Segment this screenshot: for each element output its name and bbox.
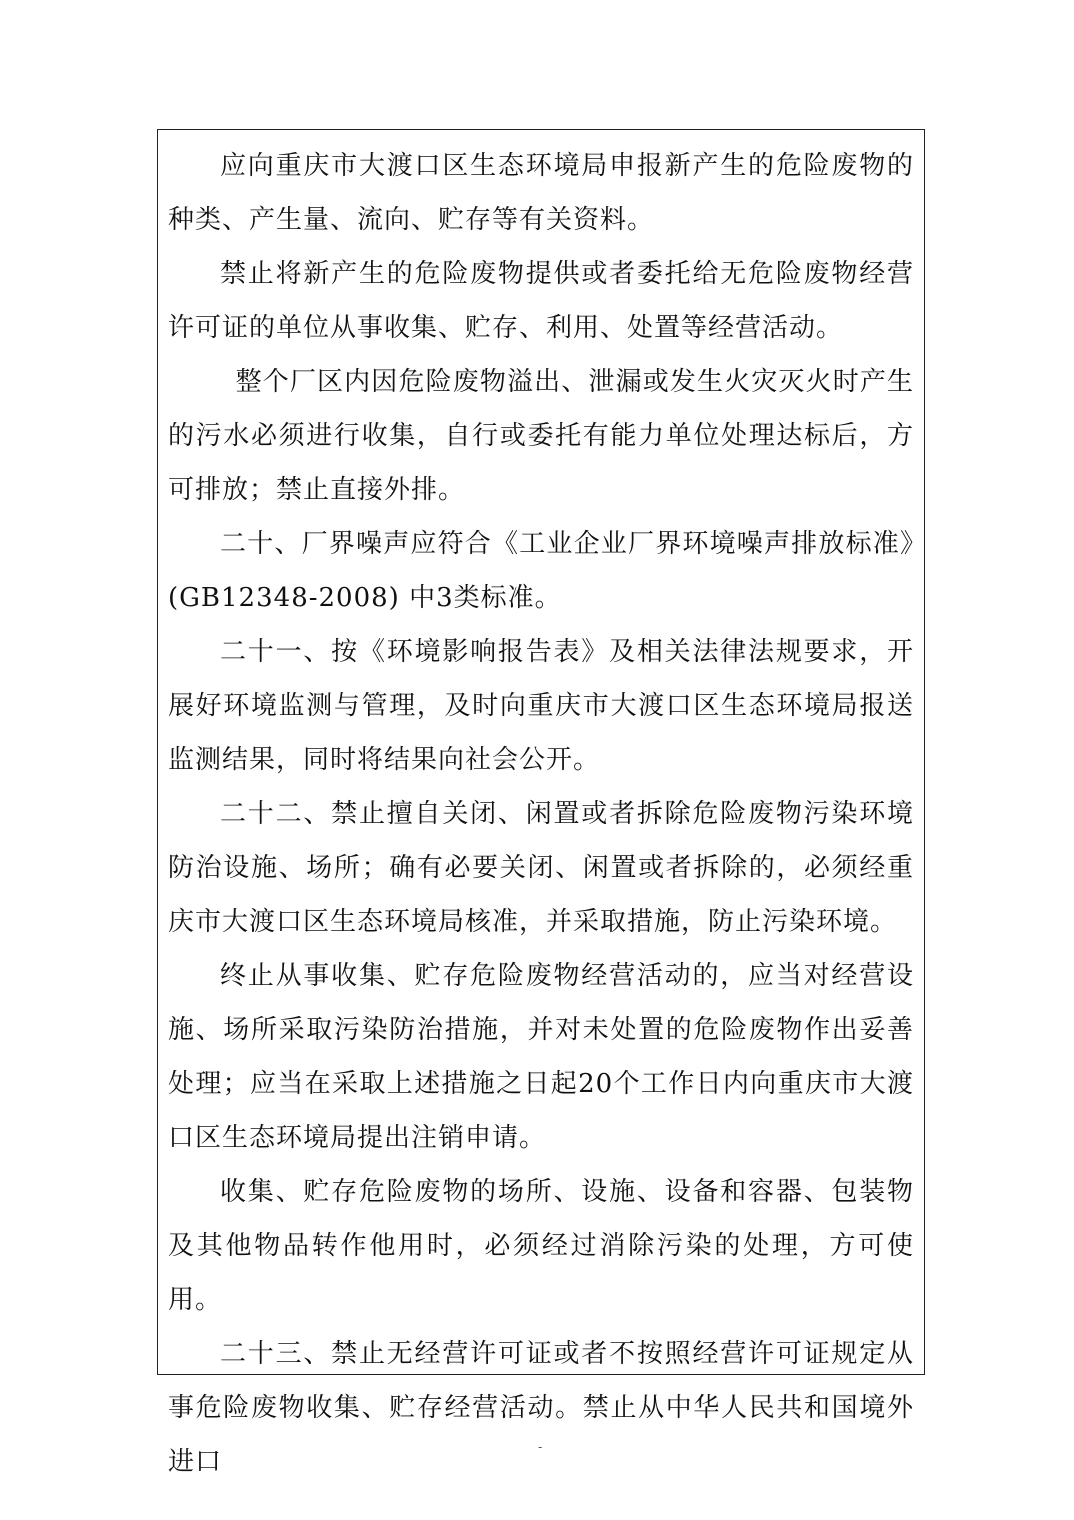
paragraph-item-20-noise: 二十、厂界噪声应符合《工业企业厂界环境噪声排放标准》(GB12348-2008) 中3类标准。 [168,529,914,613]
document-text-frame [157,129,925,1477]
page-marker: - [538,1440,543,1454]
paragraph-item-23-license: 二十三、禁止无经营许可证或者不按照经营许可证规定从事危险废物收集、贮存经营活动。禁止从中华人民共和国境外进口 [168,1339,914,1477]
paragraph-item-22-facilities: 二十二、禁止擅自关闭、闲置或者拆除危险废物污染环境防治设施、场所；确有必要关闭、闲置或者拆除的，必须经重庆市大渡口区生态环境局核准，并采取措施，防止污染环境。 [168,799,914,937]
paragraph-termination: 终止从事收集、贮存危险废物经营活动的，应当对经营设施、场所采取污染防治措施，并对未处置的危险废物作出妥善处理；应当在采取上述措施之日起20个工作日内向重庆市大渡口区生态环境局提出注销申请。 [168,961,914,1153]
paragraph-prohibit-unlicensed-transfer: 禁止将新产生的危险废物提供或者委托给无危险废物经营许可证的单位从事收集、贮存、利用、处置等经营活动。 [168,259,914,343]
paragraph-reuse-of-facilities: 收集、贮存危险废物的场所、设施、设备和容器、包装物及其他物品转作他用时，必须经过消除污染的处理，方可使用。 [168,1177,914,1315]
paragraph-report-hazardous-waste: 应向重庆市大渡口区生态环境局申报新产生的危险废物的种类、产生量、流向、贮存等有关资料。 [168,151,914,235]
paragraph-item-21-monitoring: 二十一、按《环境影响报告表》及相关法律法规要求，开展好环境监测与管理，及时向重庆市大渡口区生态环境局报送监测结果，同时将结果向社会公开。 [168,637,914,775]
paragraph-wastewater-collection: 整个厂区内因危险废物溢出、泄漏或发生火灾灭火时产生的污水必须进行收集，自行或委托有能力单位处理达标后，方可排放；禁止直接外排。 [168,367,914,505]
